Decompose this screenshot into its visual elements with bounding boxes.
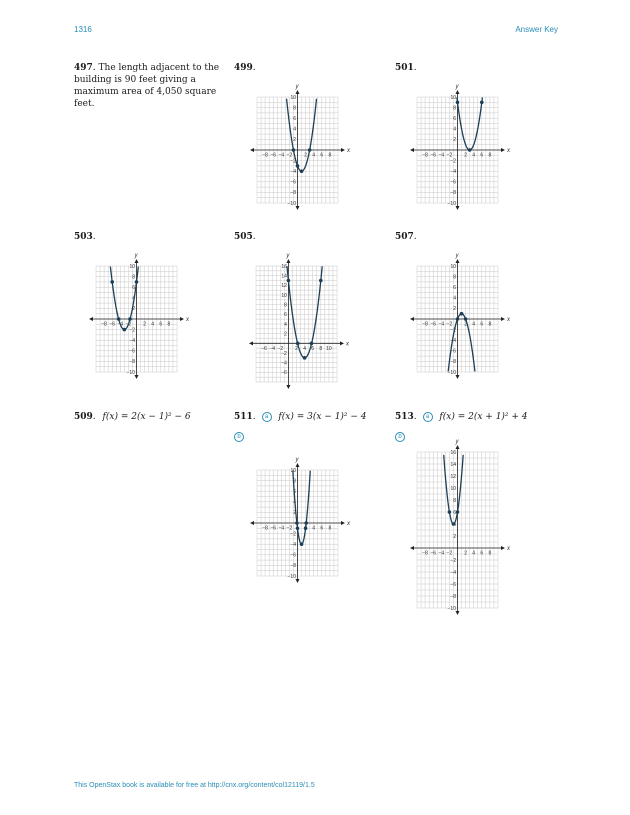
x-tick-label: −4	[438, 321, 445, 328]
part-b-marker: b	[395, 432, 405, 442]
x-axis-arrow-left	[250, 521, 254, 525]
problem-499	[234, 62, 256, 74]
problem-text: .	[413, 232, 417, 242]
x-tick-label: −2	[286, 525, 293, 532]
x-axis-arrow-left	[410, 546, 414, 550]
y-tick-label: 14	[450, 461, 456, 468]
x-tick-label: −6	[270, 525, 277, 532]
y-axis-arrow-down	[456, 611, 460, 615]
y-tick-label: 14	[281, 273, 287, 280]
problem-511-part-b	[231, 431, 244, 443]
y-tick-label: −4	[450, 569, 456, 576]
x-tick-label: 6	[311, 345, 315, 352]
y-tick-label: −6	[129, 348, 135, 355]
y-tick-label: −8	[450, 359, 456, 366]
y-axis-label: y	[295, 457, 299, 463]
x-axis-arrow-right	[501, 546, 505, 550]
plot-point	[128, 317, 132, 321]
y-tick-label: −6	[290, 552, 296, 559]
x-axis-arrow-right	[341, 521, 345, 525]
x-axis-arrow-right	[180, 317, 184, 321]
y-tick-label: −2	[290, 531, 296, 538]
y-tick-label: −2	[290, 158, 296, 165]
y-axis-arrow-up	[286, 259, 290, 263]
plot-point	[300, 169, 304, 173]
y-tick-label: −10	[447, 369, 456, 376]
y-tick-label: −2	[450, 158, 456, 165]
plot-point	[123, 328, 127, 332]
x-tick-label: 8	[167, 321, 171, 328]
plot-point	[319, 279, 323, 283]
plot-point	[480, 101, 484, 105]
x-tick-label: −4	[438, 152, 445, 159]
y-tick-label: −10	[447, 200, 456, 207]
y-tick-label: −2	[450, 327, 456, 334]
plot-point	[304, 521, 308, 525]
x-tick-label: −6	[270, 152, 277, 159]
x-tick-label: −2	[446, 550, 453, 557]
x-tick-label: −4	[278, 152, 285, 159]
x-tick-label: −6	[109, 321, 116, 328]
part-b-marker: b	[234, 432, 244, 442]
x-tick-label: −2	[277, 345, 284, 352]
x-tick-label: 6	[159, 321, 163, 328]
y-tick-label: 10	[450, 263, 456, 270]
x-axis-arrow-right	[341, 148, 345, 152]
problem-513	[395, 411, 528, 423]
y-axis-arrow-up	[296, 90, 300, 94]
y-tick-label: −4	[290, 169, 296, 175]
y-tick-label: 10	[450, 94, 456, 101]
plot-point	[292, 148, 296, 152]
plot-point	[464, 317, 468, 321]
y-tick-label: 6	[293, 489, 296, 495]
y-tick-label: 16	[281, 263, 287, 270]
y-tick-label: 10	[450, 485, 456, 492]
y-tick-label: 2	[284, 331, 287, 338]
y-tick-label: 4	[293, 126, 296, 133]
y-tick-label: 4	[293, 499, 296, 506]
y-tick-label: −2	[281, 350, 287, 357]
y-tick-label: 8	[284, 302, 287, 309]
plot-point	[303, 356, 307, 360]
plot-point	[452, 522, 456, 526]
y-tick-label: 4	[132, 295, 135, 302]
x-tick-label: 4	[472, 321, 476, 328]
x-tick-label: −8	[422, 152, 428, 159]
y-tick-label: 6	[132, 285, 135, 291]
graph-513	[405, 440, 510, 620]
x-tick-label: 8	[328, 525, 332, 532]
y-tick-label: 8	[293, 478, 296, 485]
y-axis-label: y	[455, 84, 459, 90]
x-tick-label: 2	[464, 152, 467, 159]
problem-number: 497	[74, 63, 93, 73]
x-tick-label: 6	[480, 321, 484, 328]
x-tick-label: 8	[488, 321, 492, 328]
x-axis-label: x	[347, 148, 350, 154]
x-tick-label: 8	[328, 152, 332, 159]
x-tick-label: 2	[464, 550, 467, 557]
graph-511	[245, 458, 350, 588]
problem-number: 499	[234, 63, 253, 73]
x-axis-label: x	[186, 317, 189, 323]
x-tick-label: −6	[430, 321, 437, 328]
y-tick-label: −8	[450, 190, 456, 197]
y-axis-arrow-up	[456, 445, 460, 449]
x-tick-label: −8	[262, 152, 268, 159]
problem-text: .	[413, 63, 417, 73]
graph-505	[244, 254, 349, 394]
x-axis-label: x	[347, 521, 350, 527]
answer-formula: f(x) = 2(x − 1)² − 6	[102, 412, 191, 422]
part-a-marker: a	[262, 412, 272, 422]
x-tick-label: 4	[472, 550, 476, 557]
problem-text: .	[252, 63, 256, 73]
y-tick-label: −6	[281, 370, 287, 377]
x-tick-label: 8	[319, 345, 323, 352]
x-tick-label: −6	[261, 345, 267, 352]
graph-499	[245, 85, 350, 215]
y-axis-label: y	[455, 253, 459, 259]
part-a-marker: a	[423, 412, 433, 422]
section-title: Answer Key	[515, 25, 558, 34]
x-tick-label: −4	[438, 550, 445, 557]
x-tick-label: −4	[269, 345, 276, 352]
y-tick-label: −10	[287, 573, 296, 580]
x-axis-arrow-left	[250, 148, 254, 152]
y-axis-label: y	[134, 253, 138, 259]
y-tick-label: 12	[281, 283, 287, 290]
y-tick-label: 10	[290, 467, 296, 474]
y-axis-arrow-down	[296, 206, 300, 210]
x-axis-arrow-left	[410, 317, 414, 321]
plot-point	[296, 527, 300, 531]
x-tick-label: 2	[295, 345, 298, 352]
y-axis-arrow-up	[296, 463, 300, 467]
y-axis-arrow-down	[296, 579, 300, 583]
x-axis-arrow-right	[340, 341, 344, 345]
graph-507	[405, 254, 510, 384]
y-axis-label: y	[286, 253, 290, 259]
y-axis-arrow-up	[135, 259, 139, 263]
y-tick-label: 2	[293, 137, 296, 144]
problem-number: 513	[395, 412, 414, 422]
y-tick-label: −8	[290, 190, 296, 197]
y-tick-label: −4	[129, 338, 135, 344]
x-tick-label: −2	[125, 321, 132, 328]
y-tick-label: 8	[293, 105, 296, 112]
y-tick-label: 8	[453, 105, 456, 112]
y-tick-label: −4	[290, 542, 296, 548]
y-axis-arrow-down	[456, 375, 460, 379]
y-axis-arrow-down	[456, 206, 460, 210]
plot-point	[287, 279, 291, 283]
problem-text: .	[92, 412, 96, 422]
y-axis-label: y	[295, 84, 299, 90]
x-axis-label: x	[507, 317, 510, 323]
problem-509	[74, 411, 191, 423]
plot-point	[308, 148, 312, 152]
problem-text: .	[252, 232, 256, 242]
x-tick-label: −2	[446, 152, 453, 159]
plot-point	[117, 317, 121, 321]
x-tick-label: −6	[430, 550, 437, 557]
plot-point	[448, 510, 452, 514]
problem-text: . The length adjacent to the building is 90 feet giving a maximum area of 4,050 square feet.	[74, 63, 220, 109]
x-tick-label: 4	[151, 321, 155, 328]
y-tick-label: −8	[290, 563, 296, 570]
x-tick-label: −8	[262, 525, 268, 532]
x-axis-arrow-left	[89, 317, 93, 321]
x-axis-arrow-right	[501, 148, 505, 152]
y-tick-label: 6	[284, 312, 287, 319]
page-number: 1316	[74, 25, 92, 34]
y-tick-label: 16	[450, 449, 456, 456]
y-tick-label: 12	[450, 473, 456, 480]
answer-formula: f(x) = 2(x + 1)² + 4	[439, 412, 528, 422]
plot-point	[456, 317, 460, 321]
y-tick-label: −2	[129, 327, 135, 334]
plot-point	[296, 342, 300, 346]
y-tick-label: −2	[450, 557, 456, 564]
y-tick-label: 2	[453, 306, 456, 313]
y-axis-arrow-down	[286, 385, 290, 389]
y-tick-label: 4	[284, 321, 287, 328]
problem-number: 511	[234, 412, 253, 422]
plot-point	[300, 542, 304, 546]
y-axis-label: y	[455, 439, 459, 445]
plot-point	[110, 280, 114, 284]
problem-text: .	[92, 232, 96, 242]
x-tick-label: 4	[312, 152, 316, 159]
x-tick-label: 8	[488, 152, 492, 159]
y-tick-label: −6	[290, 179, 296, 186]
x-tick-label: 4	[472, 152, 476, 159]
y-tick-label: 10	[281, 292, 287, 299]
x-tick-label: 6	[320, 525, 324, 532]
problem-497	[74, 62, 224, 110]
problem-503	[74, 231, 96, 243]
x-tick-label: 2	[304, 152, 307, 159]
x-tick-label: −4	[278, 525, 285, 532]
x-tick-label: 6	[320, 152, 324, 159]
x-tick-label: 6	[480, 550, 484, 557]
x-tick-label: −6	[430, 152, 437, 159]
y-tick-label: 4	[453, 126, 456, 133]
y-axis-arrow-down	[135, 375, 139, 379]
plot-point	[295, 521, 299, 525]
x-axis-label: x	[507, 546, 510, 552]
x-tick-label: 6	[480, 152, 484, 159]
y-tick-label: −4	[450, 169, 456, 175]
problem-501	[395, 62, 417, 74]
plot-point	[468, 148, 472, 152]
x-tick-label: 4	[303, 345, 306, 352]
problem-text: .	[252, 412, 256, 422]
x-tick-label: 2	[464, 321, 467, 328]
x-axis-arrow-right	[501, 317, 505, 321]
answer-formula: f(x) = 3(x − 1)² − 4	[278, 412, 367, 422]
y-tick-label: 6	[453, 116, 456, 122]
footer-text: This OpenStax book is available for free at http://cnx.org/content/col12119/1.5	[74, 782, 315, 789]
y-tick-label: 8	[132, 274, 135, 281]
plot-point	[135, 280, 139, 284]
y-axis-arrow-up	[456, 259, 460, 263]
x-tick-label: −8	[422, 321, 428, 328]
y-tick-label: −10	[126, 369, 135, 376]
problem-number: 509	[74, 412, 93, 422]
y-tick-label: 6	[293, 116, 296, 122]
y-tick-label: −6	[450, 581, 456, 588]
y-tick-label: −10	[287, 200, 296, 207]
y-tick-label: 8	[453, 497, 456, 504]
y-tick-label: 2	[293, 510, 296, 517]
y-tick-label: −4	[450, 338, 456, 344]
x-tick-label: −2	[286, 152, 293, 159]
plot-point	[456, 101, 460, 105]
problem-number: 507	[395, 232, 414, 242]
problem-507	[395, 231, 417, 243]
y-tick-label: 2	[132, 306, 135, 313]
y-tick-label: 8	[453, 274, 456, 281]
y-tick-label: −10	[447, 605, 456, 612]
x-axis-arrow-left	[410, 148, 414, 152]
x-axis-arrow-left	[249, 341, 253, 345]
plot-point	[310, 342, 314, 346]
y-tick-label: −8	[129, 359, 135, 366]
plot-point	[460, 312, 464, 316]
problem-513-part-b	[392, 431, 405, 443]
x-tick-label: −2	[446, 321, 453, 328]
y-axis-arrow-up	[456, 90, 460, 94]
y-tick-label: 4	[453, 295, 456, 302]
y-tick-label: −6	[450, 348, 456, 355]
problem-505	[234, 231, 256, 243]
graph-503	[84, 254, 189, 384]
y-tick-label: 2	[453, 533, 456, 540]
y-tick-label: 6	[453, 285, 456, 291]
x-tick-label: −4	[117, 321, 124, 328]
y-tick-label: 10	[290, 94, 296, 101]
plot-point	[304, 527, 308, 531]
plot-point	[456, 510, 460, 514]
x-tick-label: 8	[488, 550, 492, 557]
y-tick-label: −6	[450, 179, 456, 186]
x-axis-label: x	[507, 148, 510, 154]
x-tick-label: −8	[101, 321, 107, 328]
y-tick-label: 6	[453, 509, 456, 516]
graph-501	[405, 85, 510, 215]
problem-number: 501	[395, 63, 414, 73]
x-axis-label: x	[346, 341, 349, 348]
problem-511	[234, 411, 367, 423]
y-tick-label: 10	[129, 263, 135, 270]
x-tick-label: 2	[143, 321, 146, 328]
x-tick-label: 10	[326, 345, 332, 352]
problem-number: 505	[234, 232, 253, 242]
y-tick-label: −4	[281, 360, 287, 367]
problem-text: .	[413, 412, 417, 422]
x-tick-label: −8	[422, 550, 428, 557]
y-tick-label: −8	[450, 593, 456, 600]
plot-point	[296, 164, 300, 168]
problem-number: 503	[74, 232, 93, 242]
y-tick-label: 2	[453, 137, 456, 144]
x-tick-label: 4	[312, 525, 316, 532]
